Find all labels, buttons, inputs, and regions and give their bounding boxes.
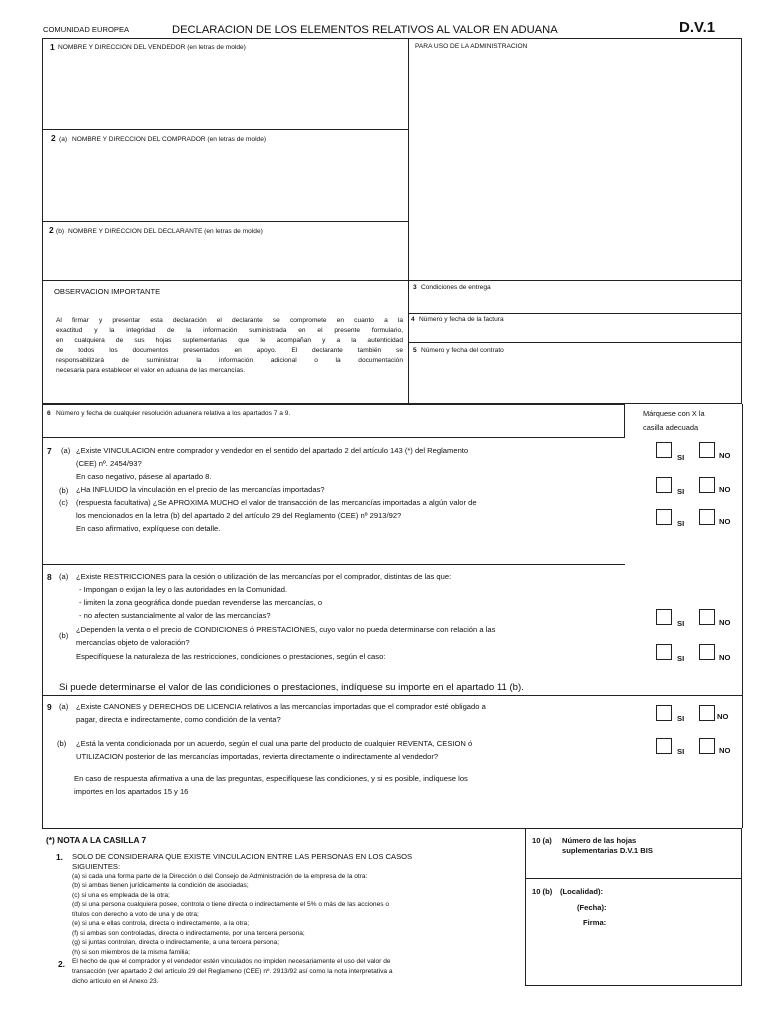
q9a-line-1: ¿Existe CANONES y DERECHOS DE LICENCIA relativos a las mercancías importadas que el comprador esté obligado a — [76, 702, 486, 711]
q9b-tag: (b) — [57, 739, 67, 748]
form-code: D.V.1 — [679, 19, 716, 36]
q8b-no-label: NO — [719, 653, 731, 662]
box4-bottom-line — [408, 342, 742, 343]
nota-item-b: (b) si ambas tienen jurídicamente la condición de asociadas; — [72, 882, 249, 889]
q7a-tag: (a) — [61, 446, 71, 455]
observacion-line-3: en cualquiera de sus hojas suplementarias que le acompañan y a la autenticidad — [56, 337, 403, 344]
box10b-localidad: (Localidad): — [560, 887, 604, 896]
q8a-line-2: - Impongan o exijan la ley o las autoridades en la Comunidad. — [79, 585, 288, 594]
q8b-si-checkbox[interactable] — [656, 644, 672, 660]
nota-item-f: (f) si ambas son controladas, directa o indirectamente, por una tercera persona; — [72, 930, 305, 937]
q8a-line-3: - limiten la zona geográfica donde puedan revenderse las mercancías, o — [79, 598, 323, 607]
q9b-no-label: NO — [719, 746, 731, 755]
box1-label: NOMBRE Y DIRECCION DEL VENDEDOR (en letras de molde) — [58, 44, 246, 51]
q9b-line-2: UTILIZACION posterior de las mercancías importadas, revierta directamente o indirectamente al vendedor? — [76, 752, 439, 761]
box5-number: 5 — [413, 347, 417, 354]
box4-label: Número y fecha de la factura — [419, 316, 504, 323]
q7a-line-1: ¿Existe VINCULACION entre comprador y vendedor en el sentido del apartado 2 del artículo 143 (*) del Reglamento — [76, 446, 469, 455]
q7c-line-3: En caso afirmativo, explíquese con detalle. — [76, 524, 221, 533]
nota-2-line-1: El hecho de que el comprador y el vendedor estén vinculados no impiden necesariamente el uso del valor de — [72, 958, 391, 965]
observacion-line-2: exactitud y la integridad de la información suministrada en el presente formulario, — [56, 327, 403, 334]
q7b-tag: (b) — [59, 486, 69, 495]
box2a-number: 2 — [51, 133, 56, 143]
q7a-si-checkbox[interactable] — [656, 442, 672, 458]
q7a-line-3: En caso negativo, pásese al apartado 8. — [76, 472, 212, 481]
q8-note: Si puede determinarse el valor de las condiciones o prestaciones, indíquese su importe en el apartado 11 (b). — [59, 682, 524, 693]
q8b-line-3: Especifíquese la naturaleza de las restricciones, condiciones o prestaciones, según el caso: — [76, 652, 386, 661]
nota-1-line-1: SOLO DE CONSIDERARA QUE EXISTE VINCULACION ENTRE LAS PERSONAS EN LOS CASOS — [72, 852, 413, 861]
box10a-line-2: suplementarias D.V.1 BIS — [562, 846, 653, 855]
q8-bottom-line — [42, 695, 742, 696]
q7-number: 7 — [47, 446, 52, 456]
q9b-no-checkbox[interactable] — [699, 738, 715, 754]
nota-1-number: 1. — [56, 852, 63, 862]
box2b-label: NOMBRE Y DIRECCION DEL DECLARANTE (en letras de molde) — [68, 228, 263, 235]
nota-2-line-3: dicho artículo en el Anexo 23. — [72, 978, 159, 985]
box2a-sub: (a) — [59, 136, 68, 143]
marquese-line-2: casilla adecuada — [643, 423, 699, 432]
box1-number: 1 — [50, 42, 55, 52]
community-label: COMUNIDAD EUROPEA — [43, 25, 130, 34]
q7a-si-label: SI — [677, 453, 685, 462]
questions-right-border — [742, 404, 743, 828]
nota-item-d-cont: títulos con derecho a voto de una y de otra; — [72, 911, 199, 918]
box10b-firma: Firma: — [583, 918, 607, 927]
q9a-si-label: SI — [677, 714, 685, 723]
q8b-tag: (b) — [59, 631, 69, 640]
q9b-line-1: ¿Está la venta condicionada por un acuerdo, según el cual una parte del producto de cualquier REVENTA, CESION ó — [76, 739, 473, 748]
box4-number: 4 — [411, 316, 415, 323]
box10-divider — [525, 878, 742, 879]
box5-label: Número y fecha del contrato — [421, 347, 504, 354]
nota-1-line-2: SIGUIENTES: — [72, 862, 121, 871]
marquese-line-1: Márquese con X la — [643, 409, 705, 418]
q9a-si-checkbox[interactable] — [656, 705, 672, 721]
q7c-line-1: (respuesta facultativa) ¿Se APROXIMA MUCHO el valor de transacción de las mercancías importadas a algún valor de — [76, 498, 477, 507]
observacion-line-1: Al firmar y presentar esta declaración el declarante se compromete en cuanto a la — [56, 317, 403, 324]
nota-item-g: (g) si juntas controlan, directa o indirectamente, a una tercera persona; — [72, 939, 280, 946]
box2b-number: 2 — [49, 225, 54, 235]
q9b-si-label: SI — [677, 747, 685, 756]
q7b-line: ¿Ha INFLUIDO la vinculación en el precio de las mercancías importadas? — [76, 485, 325, 494]
q9a-no-checkbox[interactable] — [699, 705, 715, 721]
q7c-si-checkbox[interactable] — [656, 509, 672, 525]
box6-label: Número y fecha de cualquier resolución aduanera relativa a los apartados 7 a 9. — [56, 410, 291, 417]
box6-number: 6 — [47, 410, 51, 417]
q9b-si-checkbox[interactable] — [656, 738, 672, 754]
q9c-line-1: En caso de respuesta afirmativa a una de las preguntas, especifíquese las condiciones, y si es posible, indíquese los — [74, 774, 468, 783]
box10b-tag: 10 (b) — [532, 887, 553, 896]
nota-item-h: (h) si son miembros de la misma familia; — [72, 949, 190, 956]
q8b-line-1: ¿Dependen la venta o el precio de CONDICIONES ó PRESTACIONES, cuyo valor no pueda determinarse con relación a las — [76, 625, 496, 634]
q8a-si-checkbox[interactable] — [656, 609, 672, 625]
nota-2-line-2: transacción (ver apartado 2 del artículo 29 del Reglameno (CEE) nº. 2913/92 así como la nota interpretativa a — [72, 968, 393, 975]
q8a-tag: (a) — [59, 572, 69, 581]
box1-bottom-line — [42, 129, 408, 130]
q7b-no-label: NO — [719, 485, 731, 494]
nota-item-d: (d) si una persona cualquiera posee, controla o tiene directa o indirectamente el 5% o más de las acciones o — [72, 901, 390, 908]
box10a-tag: 10 (a) — [532, 836, 552, 845]
nota-item-e: (e) si una e ellas controla, directa o indirectamente, a la otra; — [72, 920, 250, 927]
q8a-no-checkbox[interactable] — [699, 609, 715, 625]
box2a-label: NOMBRE Y DIRECCION DEL COMPRADOR (en letras de molde) — [72, 136, 267, 143]
admin-label: PARA USO DE LA ADMINISTRACION — [415, 43, 528, 50]
top-divider — [408, 38, 409, 404]
q7a-line-2: (CEE) nº. 2454/93? — [76, 459, 142, 468]
box3-number: 3 — [413, 284, 417, 291]
q7a-no-label: NO — [719, 451, 731, 460]
q7c-no-label: NO — [719, 517, 731, 526]
q8a-line-4: - no afecten sustancialmente al valor de las mercancías? — [79, 611, 271, 620]
q8b-no-checkbox[interactable] — [699, 644, 715, 660]
q8b-line-2: mercancías objeto de valoración? — [76, 638, 190, 647]
q7-bottom-line — [42, 564, 625, 565]
q8a-si-label: SI — [677, 619, 685, 628]
q7a-no-checkbox[interactable] — [699, 442, 715, 458]
q8-number: 8 — [47, 572, 52, 582]
q9c-line-2: importes en los apartados 15 y 16 — [74, 787, 189, 796]
box10a-line-1: Número de las hojas — [562, 836, 637, 845]
box10b-fecha: (Fecha): — [577, 903, 607, 912]
box2a-bottom-line — [42, 221, 408, 222]
box3-bottom-line — [408, 313, 742, 314]
nota-2-number: 2. — [58, 959, 65, 969]
q7c-si-label: SI — [677, 519, 685, 528]
q8b-si-label: SI — [677, 654, 685, 663]
q8a-line-1: ¿Existe RESTRICCIONES para la cesión o utilización de las mercancías por el comprador, distintas de las que: — [76, 572, 452, 581]
questions-left-border — [42, 438, 43, 828]
q7b-no-checkbox[interactable] — [699, 477, 715, 493]
q7b-si-checkbox[interactable] — [656, 477, 672, 493]
q9a-no-label: NO — [717, 712, 729, 721]
box2b-sub: (b) — [56, 228, 65, 235]
nota-item-c: (c) si una es empleada de la otra; — [72, 892, 170, 899]
box3-label: Condiciones de entrega — [421, 284, 491, 291]
observacion-line-6: necesaria para establecer el valor en aduana de las mercancías. — [56, 367, 246, 374]
upper-section-line — [42, 280, 742, 281]
q7c-tag: (c) — [59, 498, 68, 507]
q7b-si-label: SI — [677, 487, 685, 496]
q7c-no-checkbox[interactable] — [699, 509, 715, 525]
observacion-line-4: de todos los documentos presentados en apoyo. El declarante también se — [56, 347, 403, 354]
q8a-no-label: NO — [719, 618, 731, 627]
observacion-line-5: responsabilizará de suministrar la información adicional o la documentación — [56, 357, 403, 364]
nota-title: (*) NOTA A LA CASILLA 7 — [46, 835, 147, 845]
q9a-tag: (a) — [59, 702, 69, 711]
page-title: DECLARACION DE LOS ELEMENTOS RELATIVOS AL VALOR EN ADUANA — [172, 24, 558, 36]
q9a-line-2: pagar, directa e indirectamente, como condición de la venta? — [76, 715, 281, 724]
q9-number: 9 — [47, 702, 52, 712]
nota-item-a: (a) si cada una forma parte de la Dirección o del Consejo de Administración de la empresa de la otra: — [72, 873, 368, 880]
observacion-title: OBSERVACION IMPORTANTE — [54, 287, 161, 296]
q7c-line-2: los mencionados en la letra (b) del apartado 2 del artículo 29 del Reglamento (CEE) nº 2913/92? — [76, 511, 402, 520]
